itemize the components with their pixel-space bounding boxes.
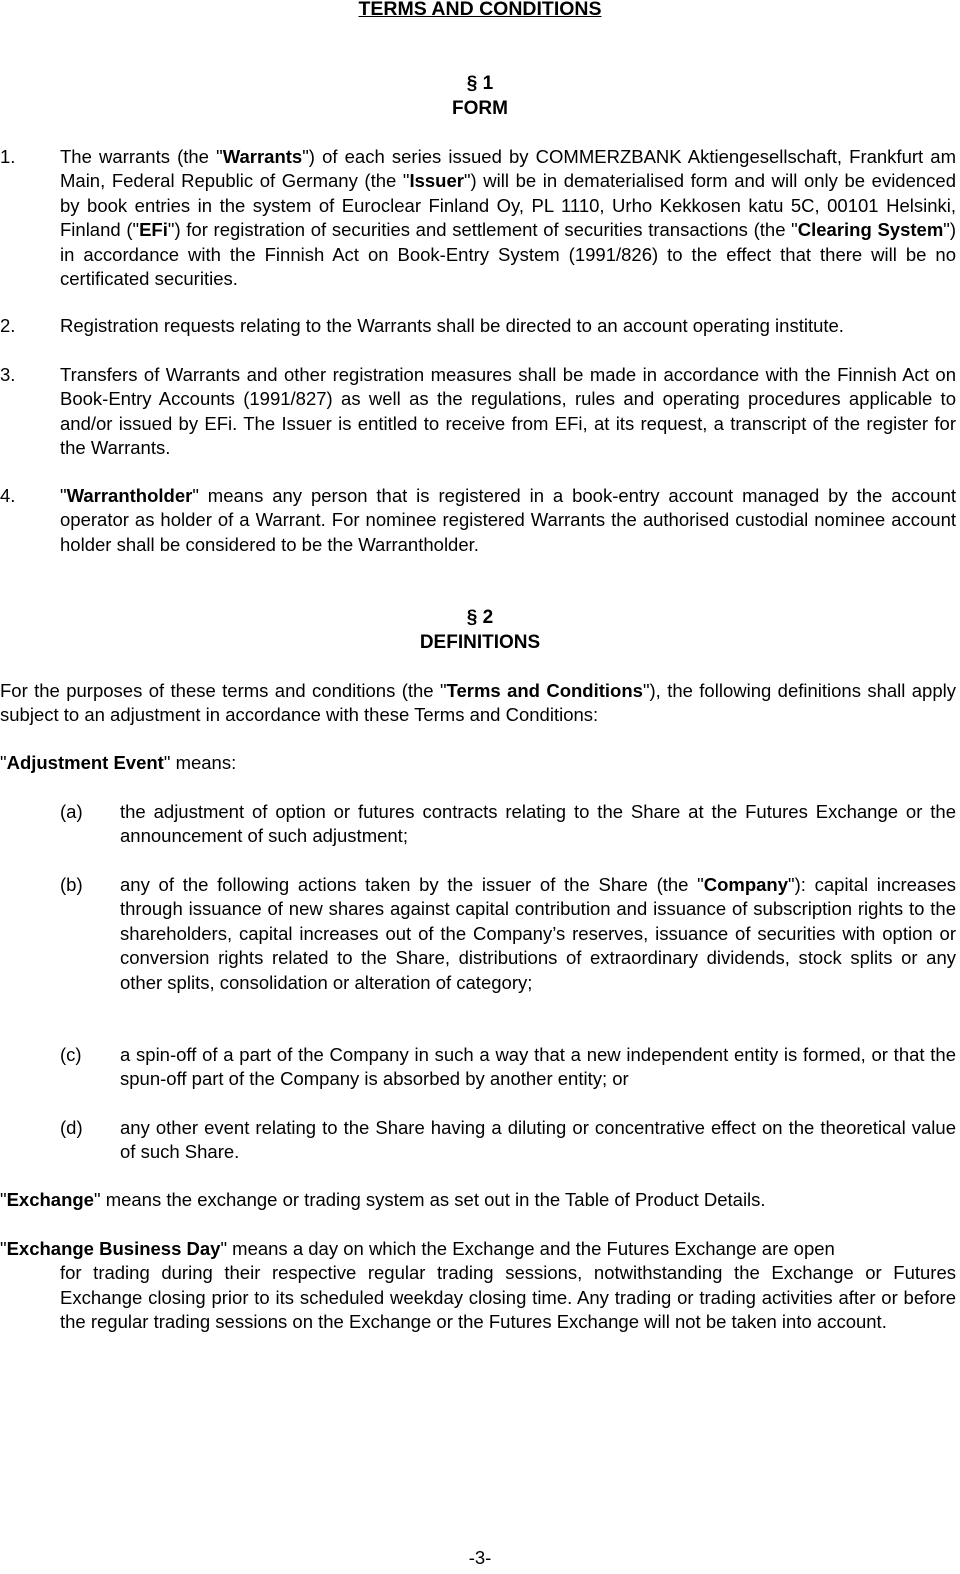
definition-item-a — [60, 800, 956, 849]
section-1-symbol: § 1 — [466, 73, 494, 94]
text-run: ") of each series issued by COMMERZBANK Aktiengesellschaft, Frankfurt am Main, Federal Republic of Germany (the " — [60, 146, 956, 192]
definition-first-line — [0, 1237, 956, 1261]
section-2-heading — [0, 606, 960, 655]
text-run: " means a day on which the Exchange and the Futures Exchange are open — [220, 1238, 835, 1259]
defined-term: Terms and Conditions — [446, 680, 643, 701]
item-label: (c) — [60, 1044, 82, 1065]
text-run: Registration requests relating to the Warrants shall be directed to an account operating institute. — [60, 315, 844, 336]
form-paragraph-2 — [0, 314, 956, 338]
text-run: " — [60, 485, 67, 506]
defined-term: Warrants — [222, 146, 303, 167]
defined-term: Exchange — [6, 1189, 94, 1210]
text-run: " means the exchange or trading system as set out in the Table of Product Details. — [93, 1189, 766, 1210]
definitions-intro — [0, 679, 956, 728]
document-title: TERMS AND CONDITIONS — [358, 0, 602, 20]
section-1-title: FORM — [452, 97, 508, 119]
text-run: " means: — [163, 752, 237, 773]
text-run: "), the following definitions shall apply subject to an adjustment in accordance with these Terms and Conditions: — [0, 680, 956, 726]
item-label: (d) — [60, 1117, 83, 1138]
section-2-symbol: § 2 — [466, 607, 494, 628]
text-run: " — [0, 1238, 7, 1259]
section-1-heading — [0, 72, 960, 121]
defined-term: Warrantholder — [66, 485, 193, 506]
definition-item-d — [60, 1116, 956, 1165]
paragraph-number: 4. — [0, 485, 16, 506]
text-run: any of the following actions taken by the issuer of the Share (the " — [120, 874, 704, 895]
exchange-business-day-definition — [0, 1237, 956, 1335]
text-run: the adjustment of option or futures contracts relating to the Share at the Futures Exchange or the announcement of such adjustment; — [120, 801, 956, 847]
item-body — [120, 1116, 956, 1165]
form-paragraph-1 — [0, 145, 956, 291]
text-run: ") for registration of securities and settlement of securities transactions (the " — [167, 219, 798, 241]
defined-term: Company — [703, 874, 789, 895]
paragraph-body — [60, 363, 956, 461]
section-2-title: DEFINITIONS — [419, 631, 541, 653]
text-run: " means any person that is registered in a book-entry account managed by the account operator as holder of a Warrant. For nominee registered Warrants the authorised custodial nominee account holder shall be considered to be the Warrantholder. — [60, 485, 956, 555]
item-label: (a) — [60, 801, 83, 822]
text-run: " — [0, 752, 7, 773]
text-run: Transfers of Warrants and other registration measures shall be made in accordance with the Finnish Act on Book-Entry Accounts (1991/827) as well as the regulations, rules and operating procedures applicable to and/or issued by EFi. The Issuer is entitled to receive from EFi, at its request, a transcript of the register for the Warrants. — [60, 364, 956, 459]
item-label: (b) — [60, 874, 83, 895]
exchange-definition — [0, 1188, 956, 1212]
form-paragraph-4 — [0, 484, 956, 557]
paragraph-number: 3. — [0, 364, 16, 385]
defined-term: Clearing System — [797, 219, 944, 241]
text-run: For the purposes of these terms and conditions (the " — [0, 680, 447, 701]
text-run: The warrants (the " — [60, 146, 223, 167]
form-paragraph-3 — [0, 363, 956, 461]
defined-term: EFi — [139, 219, 168, 241]
paragraph-number: 1. — [0, 146, 16, 167]
text-run: any other event relating to the Share having a diluting or concentrative effect on the theoretical value of such Share. — [120, 1117, 956, 1163]
page-number: -3- — [468, 1547, 492, 1568]
paragraph-body — [60, 145, 956, 291]
adjustment-event-definition — [0, 751, 956, 775]
defined-term: Adjustment Event — [6, 752, 164, 773]
defined-term: Exchange Business Day — [6, 1238, 221, 1259]
text-run: ") in accordance with the Finnish Act on Book-Entry System (1991/826) to the effect that there will be no certificated securities. — [60, 219, 957, 290]
text-run: " — [0, 1189, 7, 1210]
text-run: "): capital increases through issuance of new shares against capital contribution and issuance of subscription rights to the shareholders, capital increases out of the Company’s reserves, issuance of securities with option or conversion rights related to the Share, distributions of extraordinary dividends, stock splits or any other splits, consolidation or alteration of category; — [120, 874, 956, 993]
paragraph-body — [60, 314, 956, 338]
item-body — [120, 873, 956, 995]
definition-item-c — [60, 1043, 956, 1092]
item-body — [120, 1043, 956, 1092]
text-run: a spin-off of a part of the Company in such a way that a new independent entity is formed, or that the spun-off part of the Company is absorbed by another entity; or — [120, 1044, 956, 1090]
definition-item-b — [60, 873, 956, 995]
paragraph-body — [60, 484, 956, 557]
definition-continuation: for trading during their respective regular trading sessions, notwithstanding the Exchange or Futures Exchange closing prior to its scheduled weekday closing time. Any trading or trading activities after or before the regular trading sessions on the Exchange or the Futures Exchange will not be taken into account. — [60, 1262, 956, 1333]
item-body — [120, 800, 956, 849]
text-run: ") will be in dematerialised form and will only be evidenced by book entries in the system of Euroclear Finland Oy, PL 1110, Urho Kekkosen katu 5C, 00101 Helsinki, Finland (" — [60, 170, 956, 241]
paragraph-number: 2. — [0, 315, 16, 336]
defined-term: Issuer — [409, 170, 464, 192]
